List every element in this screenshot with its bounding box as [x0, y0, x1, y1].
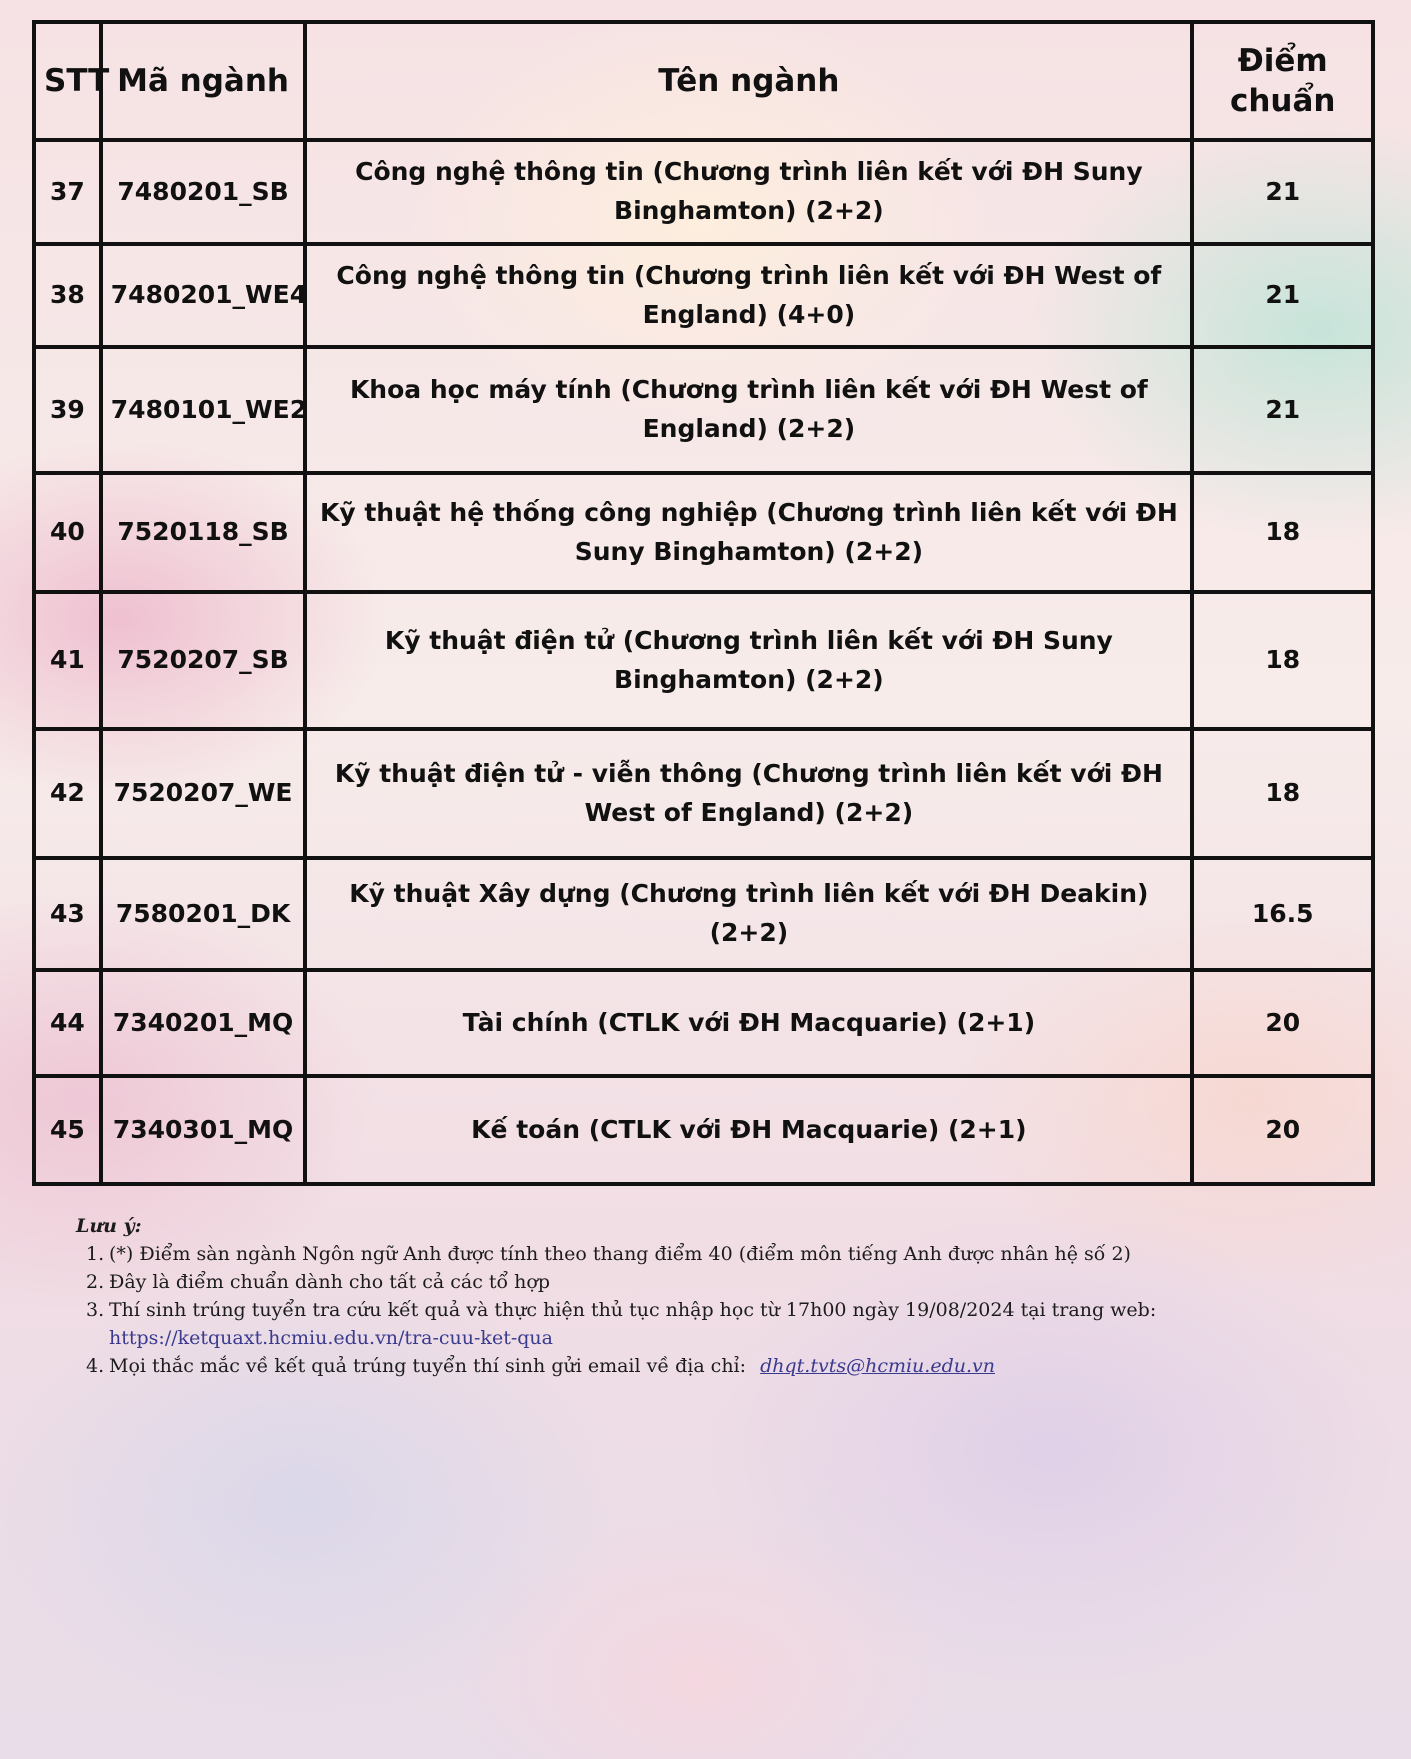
notes-list — [72, 1240, 1352, 1380]
note-text: Đây là điểm chuẩn dành cho tất cả các tổ hợp — [109, 1271, 551, 1293]
header-stt: STT — [34, 22, 101, 140]
note-item — [72, 1352, 1352, 1380]
cell-name — [305, 244, 1192, 347]
cell-stt: 40 — [34, 473, 101, 592]
cell-name-line1: Công nghệ thông tin (Chương trình liên kết với ĐH Suny — [355, 157, 1143, 187]
header-code: Mã ngành — [101, 22, 306, 140]
header-score — [1192, 22, 1373, 140]
table-row — [34, 1076, 1373, 1184]
table-body — [34, 140, 1373, 1184]
cell-name-line1: Kỹ thuật điện tử (Chương trình liên kết với ĐH Suny — [384, 625, 1113, 655]
cell-code: 7580201_DK — [101, 858, 306, 970]
table-row — [34, 592, 1373, 729]
cell-name — [305, 347, 1192, 473]
header-row — [34, 22, 1373, 140]
note-item — [72, 1240, 1352, 1268]
cell-score: 18 — [1192, 592, 1373, 729]
cell-name-line1: Kỹ thuật hệ thống công nghiệp (Chương trình liên kết với ĐH — [319, 497, 1178, 527]
table-row — [34, 858, 1373, 970]
cell-score: 21 — [1192, 347, 1373, 473]
cell-name — [305, 729, 1192, 858]
cell-code: 7480101_WE2 — [101, 347, 306, 473]
cell-score: 18 — [1192, 473, 1373, 592]
note-number: 3. — [86, 1299, 105, 1321]
cell-score: 21 — [1192, 140, 1373, 244]
table-header — [34, 22, 1373, 140]
header-score-line2: chuẩn — [1229, 83, 1336, 119]
contact-email-link[interactable]: dhqt.tvts@hcmiu.edu.vn — [760, 1355, 995, 1377]
note-item — [72, 1268, 1352, 1296]
cell-name-line2: England) (4+0) — [642, 299, 856, 329]
cell-score: 20 — [1192, 1076, 1373, 1184]
notes-title: Lưu ý: — [76, 1215, 142, 1237]
cell-name: Tài chính (CTLK với ĐH Macquarie) (2+1) — [305, 970, 1192, 1076]
note-item — [72, 1296, 1352, 1352]
cell-code: 7520118_SB — [101, 473, 306, 592]
cell-stt: 37 — [34, 140, 101, 244]
cell-name-line2: England) (2+2) — [642, 414, 856, 443]
cell-stt: 43 — [34, 858, 101, 970]
note-text: Thí sinh trúng tuyển tra cứu kết quả và thực hiện thủ tục nhập học từ 17h00 ngày 19/08/2024 tại trang web: — [109, 1299, 1157, 1321]
admission-scores-table — [32, 20, 1375, 1186]
cell-name-line1: Kỹ thuật điện tử - viễn thông (Chương trình liên kết với ĐH — [334, 758, 1163, 788]
cell-stt: 41 — [34, 592, 101, 729]
note-number: 1. — [86, 1243, 105, 1265]
cell-stt: 38 — [34, 244, 101, 347]
cell-code: 7520207_SB — [101, 592, 306, 729]
cell-code: 7340201_MQ — [101, 970, 306, 1076]
note-number: 4. — [86, 1355, 105, 1377]
cell-name — [305, 140, 1192, 244]
header-name: Tên ngành — [305, 22, 1192, 140]
note-text: Mọi thắc mắc về kết quả trúng tuyển thí sinh gửi email về địa chỉ: — [109, 1355, 747, 1377]
table-row — [34, 347, 1373, 473]
cell-stt: 45 — [34, 1076, 101, 1184]
cell-name: Kế toán (CTLK với ĐH Macquarie) (2+1) — [305, 1076, 1192, 1184]
cell-name-line2: West of England) (2+2) — [584, 797, 914, 827]
note-number: 2. — [86, 1271, 105, 1293]
cell-name — [305, 592, 1192, 729]
cell-stt: 44 — [34, 970, 101, 1076]
cell-name-line1: Công nghệ thông tin (Chương trình liên kết với ĐH West of — [336, 260, 1162, 290]
table-row — [34, 473, 1373, 592]
table-row — [34, 244, 1373, 347]
cell-name-line1: Khoa học máy tính (Chương trình liên kết với ĐH West of — [349, 375, 1148, 405]
table-row — [34, 140, 1373, 244]
cell-code: 7480201_WE4 — [101, 244, 306, 347]
table-row — [34, 970, 1373, 1076]
cell-name-line2: Suny Binghamton) (2+2) — [574, 536, 924, 566]
cell-score: 21 — [1192, 244, 1373, 347]
cell-stt: 42 — [34, 729, 101, 858]
cell-code: 7520207_WE — [101, 729, 306, 858]
table-row — [34, 729, 1373, 858]
note-text: (*) Điểm sàn ngành Ngôn ngữ Anh được tính theo thang điểm 40 (điểm môn tiếng Anh được nhân hệ số 2) — [109, 1243, 1131, 1265]
notes-section — [72, 1212, 1352, 1380]
cell-stt: 39 — [34, 347, 101, 473]
cell-score: 20 — [1192, 970, 1373, 1076]
cell-name: Kỹ thuật Xây dựng (Chương trình liên kết với ĐH Deakin) (2+2) — [305, 858, 1192, 970]
cell-score: 16.5 — [1192, 858, 1373, 970]
cell-name-line2: Binghamton) (2+2) — [614, 196, 884, 225]
header-score-line1: Điểm — [1237, 42, 1328, 79]
cell-code: 7340301_MQ — [101, 1076, 306, 1184]
cell-code: 7480201_SB — [101, 140, 306, 244]
cell-score: 18 — [1192, 729, 1373, 858]
cell-name-line2: Binghamton) (2+2) — [614, 664, 884, 694]
results-lookup-link[interactable]: https://ketquaxt.hcmiu.edu.vn/tra-cuu-ket-qua — [109, 1327, 553, 1349]
cell-name — [305, 473, 1192, 592]
